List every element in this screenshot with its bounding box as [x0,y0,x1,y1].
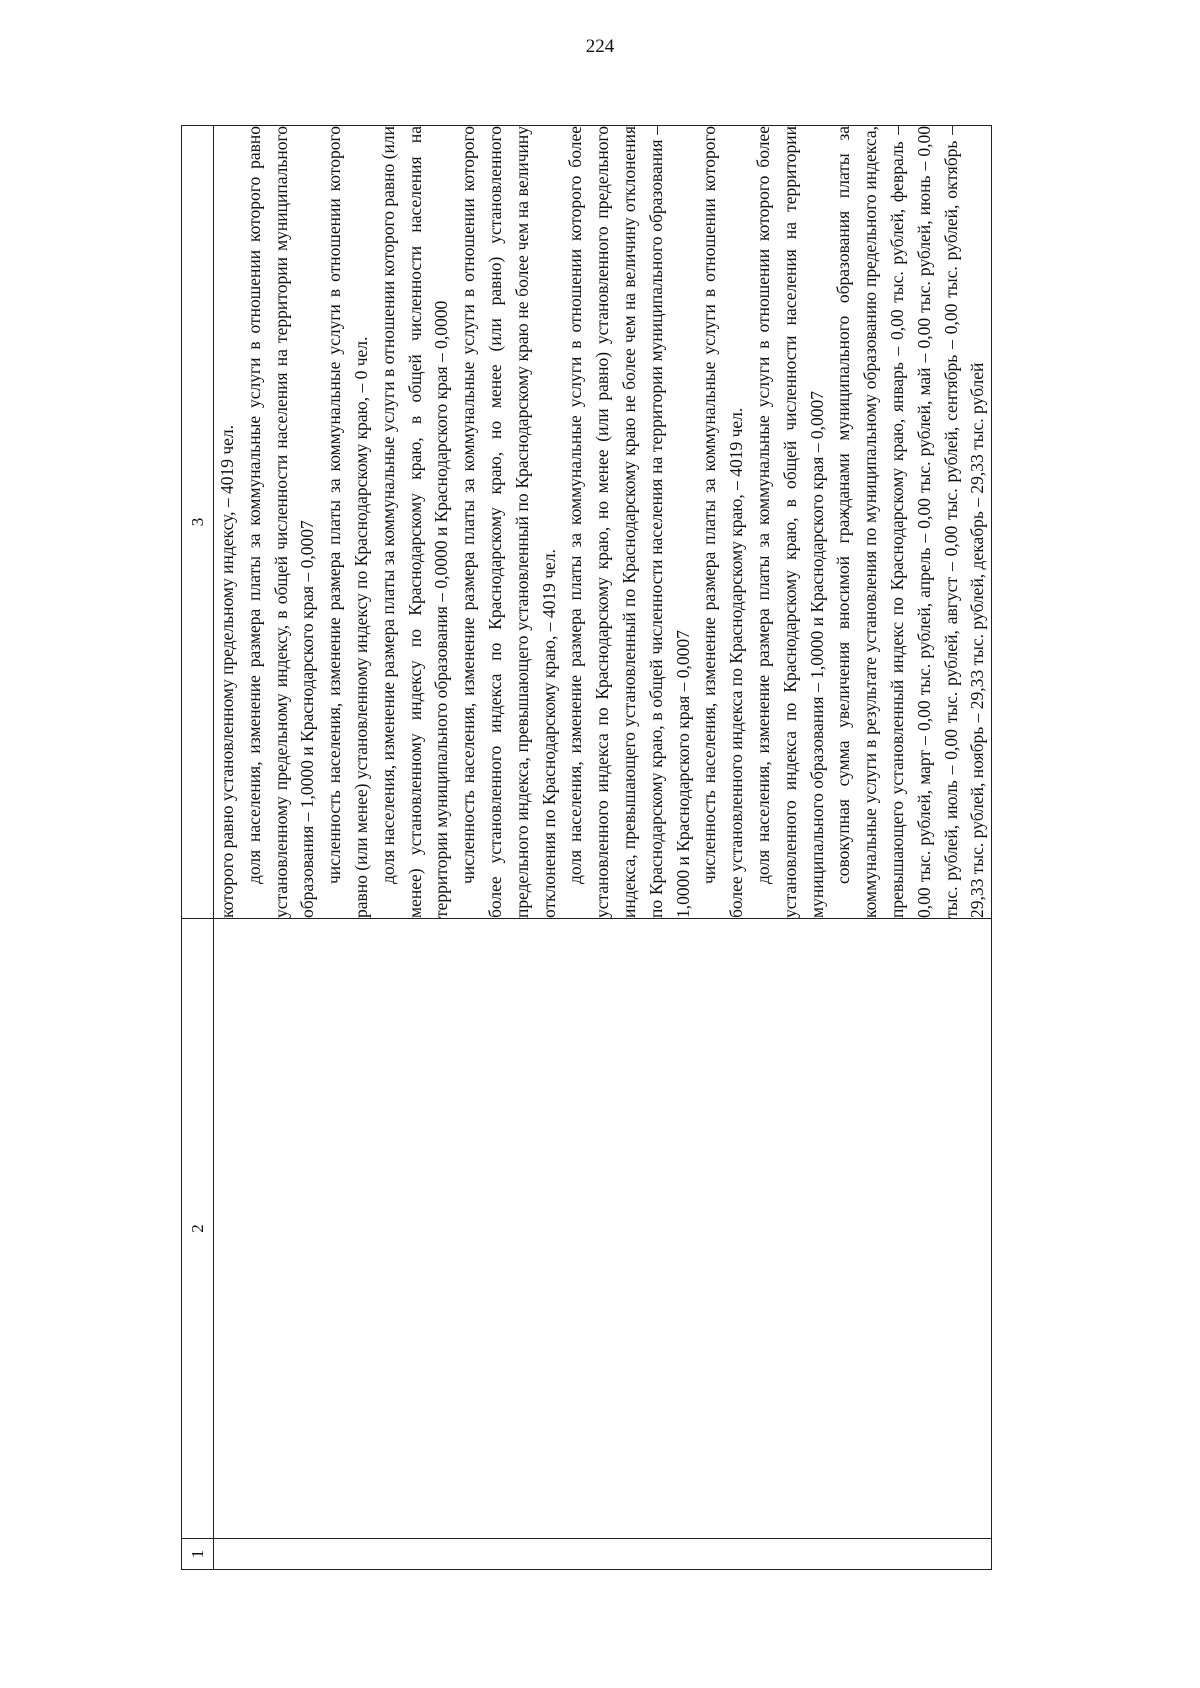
column-header-3: 3 [182,126,214,919]
paragraph-8: доля населения, изменение размера платы за коммунальные услуги в отношении которого более установленного индекса по Краснодарскому краю, в общей численности населения на территории муниципального образования – 1,0000 и Краснодарского края – 0,0007 [752,126,827,918]
table-body-row [214,126,992,1570]
page-number: 224 [585,36,615,57]
paragraph-4: доля населения, изменение размера платы за коммунальные услуги в отношении которого равно (или менее) установленному индексу по Краснодарскому краю, в общей численности населения на территории муниципального образования – 0,0000 и Краснодарского края – 0,0000 [377,126,452,918]
paragraph-7: численность населения, изменение размера платы за коммунальные услуги в отношении которого более установленного индекса по Краснодарскому краю, – 4019 чел. [699,126,747,918]
paragraph-5: численность населения, изменение размера платы за коммунальные услуги в отношении которого более установленного индекса по Краснодарскому краю, но менее (или равно) установленного предельного индекса, превышающего установленный по Краснодарскому краю не более чем на величину отклонения по Краснодарскому краю, – 4019 чел. [458,126,559,918]
paragraph-3: численность населения, изменение размера платы за коммунальные услуги в отношении которого равно (или менее) установленному индексу по Краснодарскому краю, – 0 чел. [324,126,371,918]
column-header-1: 1 [182,1539,214,1570]
paragraph-6: доля населения, изменение размера платы за коммунальные услуги в отношении которого более установленного индекса по Краснодарскому краю, но менее (или равно) установленного предельного индекса, превышающего установленный по Краснодарскому краю не более чем на величину отклонения по Краснодарскому краю, в общей численности населения на территории муниципального образования – 1,0000 и Краснодарского края – 0,0007 [565,126,693,918]
paragraph-2: доля населения, изменение размера платы за коммунальные услуги в отношении которого равно установленному предельному индексу, в общей численности населения на территории муниципального образования – 1,0000 и Краснодарского края – 0,0007 [243,126,318,918]
column-3-cell [214,126,992,919]
table-header-row [182,126,214,1570]
column-2-cell [214,919,992,1539]
document-table-rotated [181,126,988,1570]
column-header-2: 2 [182,919,214,1539]
column-1-cell [214,1539,992,1570]
paragraph-1: которого равно установленному предельному индексу, – 4019 чел. [217,424,237,918]
document-table [181,125,992,1570]
paragraph-9: совокупная сумма увеличения вносимой гражданами муниципального образования платы за коммунальные услуги в результате установления по муниципальному образованию предельного индекса, превышающего установленный индекс по Краснодарскому краю, январь – 0,00 тыс. рублей, февраль – 0,00 тыс. рублей, март – 0,00 тыс. рублей, апрель – 0,00 тыс. рублей, май – 0,00 тыс. рублей, июнь – 0,00 тыс. рублей, июль – 0,00 тыс. рублей, август – 0,00 тыс. рублей, сентябрь – 0,00 тыс. рублей, октябрь – 29,33 тыс. рублей, ноябрь – 29,33 тыс. рублей, декабрь – 29,33 тыс. рублей [833,126,988,918]
